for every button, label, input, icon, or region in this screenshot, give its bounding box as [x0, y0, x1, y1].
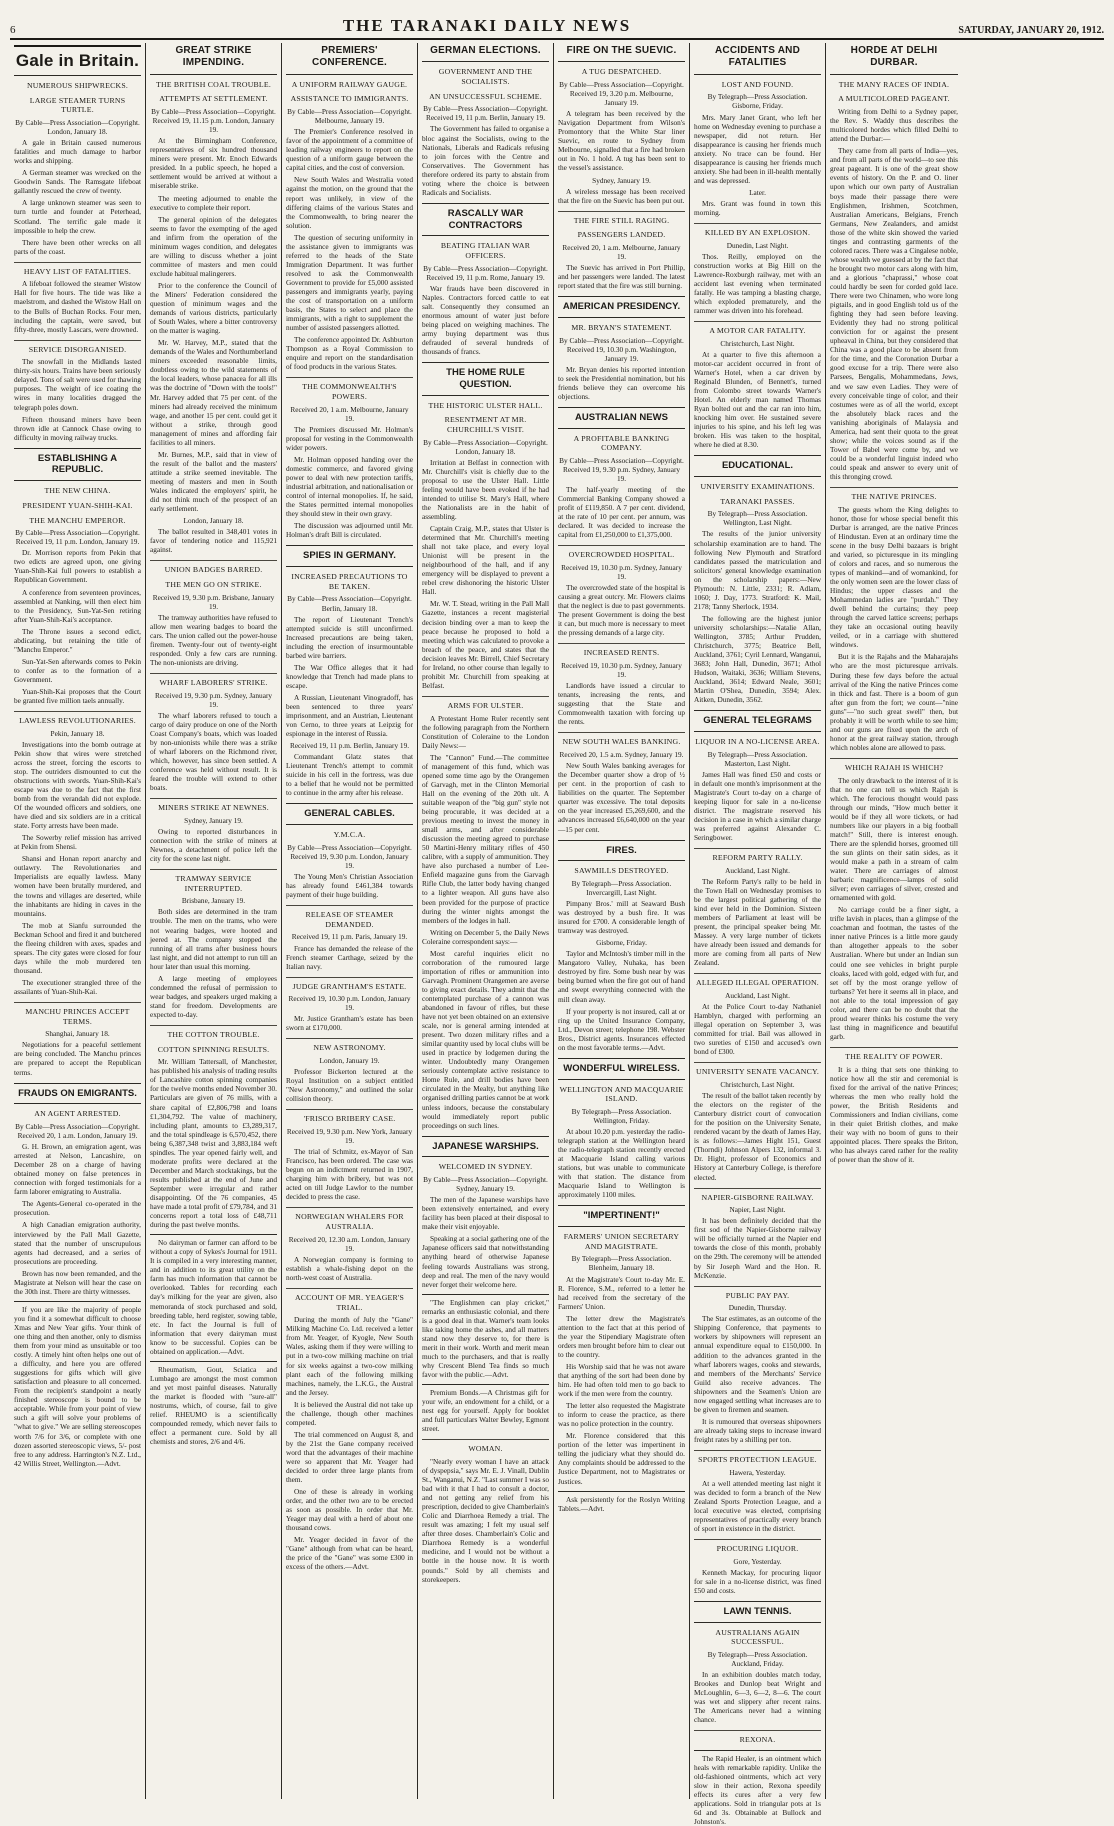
column-heading: GERMAN ELECTIONS.: [422, 45, 549, 62]
article-paragraph: A conference from seventeen provinces, assembled at Nanking, will then elect him to the Presidency, Sun-Yat-Sen retiring after Yuan-Shih-Kai's acceptance.: [14, 587, 141, 624]
column-5: [554, 43, 690, 1799]
article-paragraph: "Nearly every woman I have an attack of dyspepsia," says Mr. E. J. Vinall, Dublin St., Wanganui, N.Z. "Last summer I was so bad with it that I had to consult a doctor, and not getting any relief from his prescription, decided to give Chamberlain's Colic and Diarrhoea Remedy a trial. The result was amazing; I felt my usual self after three doses. Chamberlain's Colic and Diarrhoea Remedy is a wonderful medicine, and I would not be without a bottle in the house now. It is worth pounds." Sold by all chemists and storekeepers.: [422, 1456, 549, 1584]
sub-heading: PRESIDENT YUAN-SHIH-KAI.: [22, 500, 133, 510]
issue-date: SATURDAY, JANUARY 20, 1912.: [958, 25, 1104, 36]
article-paragraph: A Protestant Home Ruler recently sent the following paragraph from the Northern Constitution of Coleraine to the London Daily News:—: [422, 713, 549, 750]
article-paragraph: Commandant Glatz states that Lieutenant Trench's attempt to commit suicide in his cell in the fortress, was due to a belief that he would not be permitted to continue in the army after his release.: [286, 752, 413, 798]
article-paragraph: Irritation at Belfast in connection with Mr. Churchill's visit is chiefly due to the proposal to use the Ulster Hall. Little feeling would have been evoked if he had intended to utilise St. Mary's Hall, where the Nationalists are in the habit of assembling.: [422, 457, 549, 522]
dateline: Dunedin, Thursday.: [728, 1303, 787, 1313]
sub-heading: ARMS FOR ULSTER.: [422, 696, 549, 711]
sub-heading: NUMEROUS SHIPWRECKS.: [26, 81, 129, 91]
section-heading: RASCALLY WAR CONTRACTORS: [422, 203, 549, 237]
article-paragraph: Prior to the conference the Council of the Miners' Federation considered the question of minimum wages and the demands of various districts, particularly of South Wales, where a bitter controversy on the matter is waging.: [150, 280, 277, 336]
dateline: By Cable—Press Association—Copyright. London, January 18.: [423, 437, 548, 456]
article-paragraph: Taylor and McIntosh's timber mill in the Mangatoro Valley, Nuhaka, has been destroyed by fire. Some bush near by was being burned when the fire got out of hand and swept everything connected with the mill clean away.: [558, 949, 685, 1004]
article-paragraph: The Sowerby relief mission has arrived at Pekin from Shensi.: [14, 833, 141, 852]
column-heading: FIRE ON THE SUEVIC.: [558, 45, 685, 62]
sub-heading: LAWLESS REVOLUTIONARIES.: [14, 711, 141, 726]
sub-heading: THE BRITISH COAL TROUBLE.: [155, 79, 272, 89]
article-paragraph: A Russian, Lieutenant Vinogradoff, has been sentenced to three years' imprisonment, and an Austrian, Lieutenant von Cerno, to three years at Leipzig for espionage in the interest of Russia.: [286, 692, 413, 739]
article-paragraph: Mr. Florence considered that this portion of the letter was impertinent in telling the judiciary what they should do. Any complaints should be addressed to the Justice Department, not to Magistrates or Justices.: [558, 1431, 685, 1486]
article-paragraph: At the Birmingham Conference, representatives of six hundred thousand miners were present. Mr. Enoch Edwards presided. In a public speech, he hoped a settlement would be arrived at without a miserable strike.: [150, 136, 277, 191]
article-paragraph: The wharf laborers refused to touch a cargo of dairy produce on one of the North Coast Company's boats, which was loaded by non-unionists while there was a strike of wharf laborers on the Richmond river, which, however, has since been settled. A conference was held without result. It is feared the trouble will extend to other boats.: [150, 710, 277, 793]
sub-heading: A TUG DESPATCHED.: [581, 67, 662, 77]
column-heading: ACCIDENTS AND FATALITIES: [694, 45, 821, 75]
sub-heading: AN AGENT ARRESTED.: [34, 1109, 121, 1119]
article-paragraph: The trial commenced on August 8, and by the 21st the Gane company received word that the advantages of their machine were so apparent that Mr. Yeager had decided to order three large plants from them.: [286, 1429, 413, 1485]
sub-heading: NAPIER-GISBORNE RAILWAY.: [694, 1188, 821, 1203]
masthead: [10, 6, 1104, 40]
article-paragraph: The only drawback to the interest of it is that no one can tell us which Rajah is which. The ferocious thought would pass through our minds, "How much better it would be if they all wore tickets, or had numbers like our players in a big football match!" Still, there is interest enough. There are the splendid horses, groomed till the sun glints on their satin sides, as it would make a path in a stream of calm water. There are carriages of almost barbaric magnificence—lamps of solid silver; even carriages of silver, crested and ornamented with gold.: [830, 775, 958, 903]
advertisement: Premium Bonds.—A Christmas gift for your wife, an endowment for a child, or a nest egg for yourself. Apply for booklet and full particulars Walter Bewley, Egmont street.: [422, 1384, 549, 1433]
section-heading: WONDERFUL WIRELESS.: [558, 1058, 685, 1080]
sub-heading: MR. BRYAN'S STATEMENT.: [571, 322, 672, 332]
column-heading: Gale in Britain.: [14, 45, 141, 76]
article-paragraph: War frauds have been discovered in Naples. Contractors forced cattle to eat salt. Consequently they consumed an enormous amount of water just before being placed on weighing machines. The army buying department was thus defrauded of several hundreds of thousands of francs.: [422, 283, 549, 357]
section-heading: GENERAL CABLES.: [286, 803, 413, 825]
dateline: Later.: [749, 187, 766, 197]
article-paragraph: Mr. Yeager decided in favor of the "Gane" although from what can be heard, the price of the "Gane" was some £300 in excess of the others.—Advt.: [286, 1535, 413, 1572]
article-paragraph: Owing to reported disturbances in connection with the strike of miners at Newnes, a detachment of police left the city for the scene last night.: [150, 826, 277, 863]
article-paragraph: Mr. Burnes, M.P., said that in view of the result of the ballot and the masters' attitude a strike seemed inevitable. The meeting of masters and men in South Wales indicated the employers' spirit, he did not think much of the prospect of an early settlement.: [150, 449, 277, 514]
dateline: Pekin, January 18.: [50, 728, 105, 738]
article-paragraph: Mr. W. T. Stead, writing in the Pall Mall Gazette, instances a recent magisterial decision binding over a man to keep the peace because he proposed to hold a meeting which was calculated to provoke a breach of the peace, and states that the decision leaves Mr. Birrell, Chief Secretary for Ireland, no other course than legally to prohibit Mr. Churchill from speaking at Belfast.: [422, 599, 549, 690]
dateline: Received 20, 1.5 a.m. Sydney, January 19.: [559, 750, 684, 760]
article-paragraph: The "Cannon" Fund.—The committee of management of this fund, which was opened some time ago by the Orangemen of Garvagh, met in the Clinton Memorial Hall on the evening of the 20th ult. A suitable weapon of the "big gun" style not being procurable, it was decided at a previous meeting to invest the money in small arms, and after considerable discussion the meeting agreed to purchase 50 Martini-Henry military rifles of 450 calibre, with a supply of ammunition. They have also purchased a number of Lee-Enfield magazine guns from the Garvagh Rifle Club, the latter body having changed to a lighter weapon. All guns have also been provided for the purpose of practice during the winter nights amongst the members of the lodges in hall.: [422, 752, 549, 925]
dateline: By Cable—Press Association—Copyright. Received 19, 9.30 p.m. London, January 19.: [287, 842, 412, 870]
article-paragraph: New South Wales banking averages for the December quarter show a drop of ½ per cent. in the proportion of cash to liabilities on the quarter. The September quarter was excessive. The total deposits on the year increased £5,269,600, and the advances increased £6,640,000 on the year—15 per cent.: [558, 761, 685, 834]
dateline: By Cable—Press Association—Copyright. Sydney, January 19.: [423, 1175, 548, 1194]
sub-heading: MINERS STRIKE AT NEWNES.: [150, 798, 277, 813]
sub-heading: UNION BADGES BARRED.: [150, 560, 277, 575]
dateline: Hawera, Yesterday.: [729, 1467, 786, 1477]
article-paragraph: France has demanded the release of the French steamer Carthage, seized by the Italian navy.: [286, 943, 413, 971]
article-paragraph: A telegram has been received by the Navigation Department from Wilson's Promontory that the White Star liner Suevic, en route to Sydney from Melbourne, signalled that a fire had broken out in No. 1 hold. A tug has been sent to the vessel's assistance.: [558, 109, 685, 173]
article-paragraph: The letter also requested the Magistrate to inform to cease the practice, as there was no police protection in the country.: [558, 1401, 685, 1429]
sub-heading: BEATING ITALIAN WAR OFFICERS.: [440, 241, 531, 261]
article-paragraph: A German steamer was wrecked on the Goodwin Sands. The Ramsgate lifeboat gallantly rescued the crew of twenty.: [14, 168, 141, 196]
article-paragraph: The Government has failed to organise a bloc against the Socialists, owing to the Nationals, Liberals and Radicals refusing to join forces with the Centre and Conservatives. The Government has therefore ordered its party to abstain from voting where the choice is between Radicals and Socialists.: [422, 124, 549, 197]
column-3: [282, 43, 418, 1799]
page-number: 6: [10, 24, 16, 36]
sub-heading: PASSENGERS LANDED.: [577, 230, 666, 240]
section-heading: SPIES IN GERMANY.: [286, 545, 413, 567]
article-paragraph: Mr. W. Harvey, M.P., stated that the demands of the Wales and Northumberland miners exceeded reasonable limits, doubtless owing to the wild statements of the local leaders, whose panacea for all ills was the doctrine of "Down with the tools!" Mr. Harvey added that 75 per cent. of the miners had already received the minimum wage, and another 15 per cent. could get it without a strike, through good management of mines and affording fair facilities to all miners.: [150, 338, 277, 447]
dateline: Received 20, 1 a.m. Melbourne, January 19.: [562, 242, 681, 262]
dateline: By Telegraph—Press Association. Masterton, Last Night.: [707, 749, 808, 768]
sub-heading: GOVERNMENT AND THE SOCIALISTS.: [438, 67, 533, 87]
sub-heading: THE MANY RACES OF INDIA.: [838, 79, 950, 89]
sub-heading: SERVICE DISORGANISED.: [14, 340, 141, 355]
article-paragraph: Mrs. Grant was found in town this morning.: [694, 198, 821, 217]
article-paragraph: Negotiations for a peaceful settlement are being concluded. The Manchu princes are prepared to accept the Republican terms.: [14, 1040, 141, 1077]
dateline: By Cable—Press Association—Copyright. Received 19, 11 p.m. Rome, January 19.: [423, 263, 548, 282]
sub-heading: NEW SOUTH WALES BANKING.: [558, 732, 685, 747]
sub-heading: RESENTMENT AT MR. CHURCHILL'S VISIT.: [444, 415, 527, 434]
section-heading: LAWN TENNIS.: [694, 1601, 821, 1623]
article-paragraph: A high Canadian emigration authority, interviewed by the Pall Mall Gazette, stated that the number of unscrupulous agents had decreased, and a series of prosecutions are proceeding.: [14, 1220, 141, 1266]
article-paragraph: If your property is not insured, call at or ring up the United Insurance Company, Ltd., Devon street; telephone 198. Webster Bros., District agents. Insurances effected on the most favorable terms.—Advt.: [558, 1006, 685, 1052]
dateline: By Telegraph—Press Association. Blenheim, January 18.: [571, 1254, 672, 1273]
sub-heading: A MULTICOLORED PAGEANT.: [838, 94, 950, 104]
article-paragraph: No carriage could be a finer sight, a trifle lavish in places, than a glimpse of the coachman and footman, the tastes of the inner native Princes is a little more gaudy than altogether appeals to the sober Australian. Where but under an Indian sun could one see vehicles in bright purple cloaks, laced with gold, edged with fur, and set off by the most orange yellow of turbans? Yet here it seems all in place, and not able to the total impression of gay color, and there can be no doubt that the proud wearer thinks his costume the very last thing in magnificence and beautiful garb.: [830, 905, 958, 1041]
section-heading: "IMPERTINENT!": [558, 1205, 685, 1227]
dateline: Gore, Yesterday.: [733, 1556, 782, 1566]
column-heading: GREAT STRIKE IMPENDING.: [150, 45, 277, 75]
sub-heading: ACCOUNT OF MR. YEAGER'S TRIAL.: [286, 1288, 413, 1312]
article-paragraph: Brown has now been remanded, and the Magistrate at Nelson will hear the case on the 30th inst. There are thirty witnesses.: [14, 1268, 141, 1296]
sub-heading: LOST AND FOUND.: [721, 79, 794, 89]
dateline: Received 19, 11 p.m. Berlin, January 19.: [289, 741, 410, 751]
article-paragraph: The Suevic has arrived in Port Phillip, and her passengers were landed. The latest report stated that the fire was still burning.: [558, 263, 685, 291]
article-paragraph: The executioner strangled three of the assailants of Yuan-Shih-Kai.: [14, 977, 141, 996]
column-7: [826, 43, 962, 1799]
article-paragraph: The letter drew the Magistrate's attention to the fact that at this period of the year the Stipendiary Magistrate often orders men brought before him to clear out to the country.: [558, 1313, 685, 1359]
dateline: London, January 19.: [319, 1056, 380, 1066]
dateline: By Telegraph—Press Association. Auckland, Friday.: [707, 1649, 808, 1668]
article-paragraph: They came from all parts of India—yes, and from all parts of the world—to see this great pageant. It is one of the great show events of history. On the P. and O. liner upon which our own party of Australian boys made their passage there were Englishmen, Irishmen, Scotchmen, Australian Americans, Belgians, French Germans, New Zealanders, and amidst those of the white skin showed the varied tinges and contrasting garments of the colored races. There was a Cingalese noble, whose wealth we guessed at by the fact that he brought two motor cars along with him, and a glorious "chaprassi," whose coat could hardly be seen for corded gold lace. There were two Chinamen, who wore long pigtails, and in good English told us of the fighting they had seen before leaving. Evidently they had no strong political conviction for or against the present upheaval in China, but they considered that China was a good place to be absent from for the time, and the Coronation Durbar a good excuse for a trip. There were also Parsees, Bengalis, Mohammedans, Jews, and we saw even Ladies. They were of every conceivable tinge of color, and their costumes were as of all the world, except the absolutely black races and the vanishing aboriginals of Malaysia and America, had sent their quota to the great show; while the voices sound as if the Tower of Babel were come by, and we could be a wonderful linguist indeed who could speak and answer to every unit of this thronging crowd.: [830, 146, 958, 481]
article-paragraph: Captain Craig, M.P., states that Ulster is determined that Mr. Churchill's meeting shall not take place, and every loyal Unionist will be present in the neighbourhood of the hall, and if any emergency will be displayed to prevent a rebel crew dishonoring the historic Ulster Hall.: [422, 524, 549, 597]
article-paragraph: Sun-Yat-Sen afterwards comes to Pekin to confer as to the formation of a Government.: [14, 656, 141, 684]
article-paragraph: The War Office alleges that it had knowledge that Trench had made plans to escape.: [286, 662, 413, 690]
sub-heading: PUBLIC PAY PAY.: [694, 1286, 821, 1301]
sub-heading: PROCURING LIQUOR.: [694, 1539, 821, 1554]
dateline: By Cable—Press Association—Copyright. Received 19, 11 p.m. London, January 19.: [15, 528, 140, 547]
dateline: Auckland, Last Night.: [725, 991, 790, 1001]
sub-heading: LIQUOR IN A NO-LICENSE AREA.: [695, 737, 820, 747]
dateline: Received 19, 9.30 p.m. Sydney, January 19.: [154, 690, 273, 709]
dateline: By Telegraph—Press Association. Wellington, Friday.: [571, 1106, 672, 1125]
section-heading: AUSTRALIAN NEWS: [558, 407, 685, 429]
article-paragraph: At a well attended meeting last night it was decided to form a branch of the New Zealand Sports Protection League, and a local executive was elected, comprising representatives of practically every branch of sport in existence in the district.: [694, 1478, 821, 1533]
dateline: Christchurch, Last Night.: [720, 338, 795, 348]
article-paragraph: G. H. Brown, an emigration agent, was arrested at Nelson, Lancashire, on December 28 on a charge of having obtained money on false pretences in connection with forged testimonials for a farm laborer emigrating to Australia.: [14, 1142, 141, 1197]
column-heading: HORDE AT DELHI DURBAR.: [830, 45, 958, 75]
dateline: By Cable—Press Association—Copyright. Melbourne, January 19.: [287, 107, 412, 126]
advertisement: "The Englishmen can play cricket," remarks an enthusiastic colonial, and there is a good deal in that. Warner's team looks like taking home the ashes, and all matters stand now they deserve to, for there is merit in their work. Worth and merit mean much to the purchasers, and that is really why Crescent Blend Tea finds so much favor with the public.—Advt.: [422, 1294, 549, 1379]
column-6: [690, 43, 826, 1826]
sub-heading: WELLINGTON AND MACQUARIE ISLAND.: [559, 1084, 684, 1104]
sub-heading: AUSTRALIANS AGAIN SUCCESSFUL.: [715, 1627, 800, 1647]
dateline: By Cable—Press Association—Copyright. London, January 18.: [15, 118, 140, 137]
section-heading: FIRES.: [558, 840, 685, 862]
sub-heading: A PROFITABLE BANKING COMPANY.: [573, 433, 670, 453]
article-paragraph: A large meeting of employees condemned the refusal of permission to wear badges, and speakers urged making a stand for freedom. Developments are expected to-day.: [150, 973, 277, 1019]
article-paragraph: The meeting adjourned to enable the executive to complete their report.: [150, 193, 277, 212]
dateline: Dunedin, Last Night.: [726, 240, 789, 250]
article-paragraph: The tramway authorities have refused to allow men wearing badges to board the cars. The union called out the power-house firemen. Twenty-four out of twenty-eight responded. Only a few cars are running. The non-unionists are driving.: [150, 612, 277, 667]
dateline: By Cable—Press Association—Copyright. Received 19, 11 p.m. Berlin, January 19.: [423, 104, 548, 123]
article-paragraph: Professor Bickerton lectured at the Royal Institution on a subject entitled "New Astronomy," and outlined the solar collision theory.: [286, 1067, 413, 1104]
sub-heading: THE NEW CHINA.: [44, 486, 111, 496]
sub-heading: REXONA.: [694, 1730, 821, 1745]
article-paragraph: The Agents-General co-operated in the prosecution.: [14, 1199, 141, 1218]
article-paragraph: The question of securing uniformity in the assistance given to immigrants was referred to the heads of the State Immigration Department. It was further resolved to ask the Commonwealth Government to provide for £5,000 assisted passengers and immigrants yearly, paying the cost of transportation on a uniform basis, the States to select and place the immigrants, with a right to supplement the number of assisted passengers allotted.: [286, 232, 413, 333]
sub-heading: ALLEGED ILLEGAL OPERATION.: [694, 973, 821, 988]
article-paragraph: A large unknown steamer was seen to turn turtle and founder at Peterhead, Scotland. The terrific gale made it impossible to help the crew.: [14, 198, 141, 235]
sub-heading: COTTON SPINNING RESULTS.: [157, 1044, 270, 1054]
article-paragraph: It has been definitely decided that the first sod of the Napier-Gisborne railway will be officially turned at the Napier end towards the close of this month, probably on the 29th. The ceremony will be attended by Sir Joseph Ward and the Hon. R. McKenzie.: [694, 1216, 821, 1280]
sub-heading: THE MEN GO ON STRIKE.: [165, 579, 262, 589]
article-paragraph: Pimpany Bros.' mill at Seaward Bush was destroyed by a bush fire. It was insured for £700. A considerable length of tramway was destroyed.: [558, 899, 685, 936]
sub-heading: INCREASED PRECAUTIONS TO BE TAKEN.: [291, 572, 408, 591]
article-paragraph: The overcrowded state of the hospital is causing a great outcry. Mr. Flowers claims that the neglect is due to past governments. The present Government is doing the best it can, but much more is necessary to meet the pressing demands of a large city.: [558, 583, 685, 638]
sub-heading: FARMERS' UNION SECRETARY AND MAGISTRATE.: [563, 1232, 680, 1251]
sub-heading: WHARF LABORERS' STRIKE.: [150, 673, 277, 688]
article-paragraph: Investigations into the bomb outrage at Pekin show that wires were stretched across the street, forcing the escorts to stop. The outriders dismounted to cut the obstructions with swords. Yuan-Shih-Kai's escape was due to the fact that the first bomb from the verandah did not explode. Of the wounded officers and soldiers, one have died and six soldiers are in a critical state. Forty arrests have been made.: [14, 739, 141, 831]
article-paragraph: At about 10.20 p.m. yesterday the radio-telegraph station at the Wellington heard the radio-telegraph station recently erected at Macquarie Island calling various stations, but was unable to communicate with that station. The distance from Macquarie Island to Wellington is approximately 1100 miles.: [558, 1126, 685, 1200]
article-paragraph: The ballot resulted in 348,401 votes in favor of tendering notice and 115,921 against.: [150, 527, 277, 555]
sub-heading: INCREASED RENTS.: [558, 643, 685, 658]
dateline: By Cable—Press Association—Copyright. Received 19, 9.30 p.m. Sydney, January 19.: [559, 456, 684, 484]
article-paragraph: Kenneth Mackay, for procuring liquor for sale in a no-license district, was fined £50 and costs.: [694, 1567, 821, 1595]
article-paragraph: The Star estimates, as an outcome of the Shipping Conference, that payments to workers by shipowners will represent an annual expenditure equal to £150,000. In addition to the advances granted in the wharf laborers wages, cooks and stewards, and members of the Merchants' Service Guild also receive advances. The shipowners and the Seamen's Union are now engaged settling what increases are to be given to firemen and seamen.: [694, 1314, 821, 1414]
section-heading: THE HOME RULE QUESTION.: [422, 362, 549, 396]
dateline: By Cable—Press Association—Copyright. Berlin, January 18.: [287, 594, 412, 613]
article-paragraph: It is a thing that sets one thinking to notice how all the stir and ceremonial is fixed for the arrival of the native Princes; whereas the men who really hold the power, the British Residents and Commissioners and Indian civilians, come in their quiet British clothes, and make their way with no boom of guns to their appointed places. There speaks the Briton, who has always cared rather for the reality of power than the show of it.: [830, 1064, 958, 1165]
sub-heading: AN UNSUCCESSFUL SCHEME.: [429, 91, 542, 101]
dateline: Shanghai, January 18.: [45, 1029, 110, 1039]
sub-heading: THE COTTON TROUBLE.: [150, 1025, 277, 1040]
sub-heading: THE REALITY OF POWER.: [830, 1047, 958, 1062]
sub-heading: TARANAKI PASSES.: [720, 496, 795, 506]
article-paragraph: Yuan-Shih-Kai proposes that the Court be granted five million taels annually.: [14, 686, 141, 706]
sub-heading: RELEASE OF STEAMER DEMANDED.: [286, 905, 413, 929]
dateline: London, January 18.: [183, 516, 244, 526]
advertisement: No dairyman or farmer can afford to be without a copy of Sykes's Journal for 1911. It is compiled in a very interesting manner, and in addition to its great utility on the farm has much information that cannot be overlooked. Tables for recording each day's milking for the year are given, also memoranda of stock purchased and sold, breeding table, herd register, sowing table, etc. In fact the Journal is full of information that every dairyman must know to be successful. Copies can be obtained on application.—Advt.: [150, 1234, 277, 1356]
sub-heading: THE HISTORIC ULSTER HALL.: [428, 400, 543, 410]
sub-heading: WELCOMED IN SYDNEY.: [438, 1162, 533, 1172]
sub-heading: ASSISTANCE TO IMMIGRANTS.: [290, 94, 409, 104]
section-heading: JAPANESE WARSHIPS.: [422, 1136, 549, 1158]
article-paragraph: Fifteen thousand miners have been thrown idle at Cannock Chase owing to difficulty in moving railway trucks.: [14, 414, 141, 442]
article-paragraph: At the Police Court to-day Nathaniel Hamblyn, charged with performing an illegal operation on September 3, was committed for trial. Bail was allowed in two sureties of £150 and accused's own bond of £300.: [694, 1002, 821, 1057]
article-paragraph: The Premier's Conference resolved in favor of the appointment of a committee of leading railway engineers to report on the question of a uniform gauge between the capital cities, and the cost of conversion.: [286, 127, 413, 173]
article-paragraph: Mr. William Tattersall, of Manchester, has published his analysis of trading results of Lancashire cotton spinning companies for the twelve months ended November 30. Particulars are given of 76 mills, with a share capital of £2,806,798 and loans £1,304,792. The value of machinery, including plant, amounts to £3,289,317, and the total spindleage is 6,570,452, there being 6,387,348 twist and 3,883,184 weft spindles. The year opened fairly well, and moderate profits were declared at the December and March stocktakings, but the results published at the end of June and September were irregular and rather disappointing. Of the 76 companies, 45 have made a total profit of £79,784, and 31 concerns report a total loss of £48,711 during the past twelve months.: [150, 1057, 277, 1230]
article-paragraph: A Norwegian company is forming to establish a whale-fishing depot on the north-west coast of Australia.: [286, 1254, 413, 1282]
dateline: By Cable—Press Association—Copyright. Received 19, 3.20 p.m. Melbourne, January 19.: [559, 80, 684, 108]
dateline: Received 20, 12.30 a.m. London, January 19.: [288, 1234, 411, 1253]
section-heading: ESTABLISHING A REPUBLIC.: [14, 448, 141, 482]
sub-heading: UNIVERSITY SENATE VACANCY.: [694, 1062, 821, 1077]
article-paragraph: Both sides are determined in the tram trouble. The men on the trams, who were not wearing badges, were hooted and jeered at. The company stopped the running of all trams after business hours last night, and did not attempt to run till an hour later than usual this morning.: [150, 907, 277, 971]
dateline: Napier, Last Night.: [729, 1205, 786, 1215]
column-container: [10, 43, 1104, 1826]
article-paragraph: It is believed the Austral did not take up the challenge, though other machines competed.: [286, 1399, 413, 1427]
section-heading: FRAUDS ON EMIGRANTS.: [14, 1083, 141, 1105]
article-paragraph: A gale in Britain caused numerous fatalities and much damage to harbor works and shipping.: [14, 138, 141, 166]
dateline: Received 19, 10.30 p.m. Sydney, January 19.: [561, 563, 682, 582]
sub-heading: REFORM PARTY RALLY.: [694, 848, 821, 863]
sub-heading: SAWMILLS DESTROYED.: [574, 866, 669, 876]
article-paragraph: Writing on December 5, the Daily News Coleraine correspondent says:—: [422, 927, 549, 946]
article-paragraph: The following are the highest junior university scholarships:—Natalie Allan, Wellington, 3785; Arthur Prudden, Christchurch, 3775; Beatrice Bell, Auckland, 3761; Cyril Lennard, Wanganui, 3683; John Hall, Dunedin, 3671; Athol Hudson, Waitaki, 3636; William Stevens, Auckland, 3614; Edward Neale, 3601; Martin O'Shea, Dunedin, 3594; Alex. Aitken, Dunedin, 3562.: [694, 613, 821, 705]
dateline: Received 19, 11 p.m. Paris, January 19.: [291, 932, 408, 942]
sub-heading: OVERCROWDED HOSPITAL.: [558, 545, 685, 560]
article-paragraph: Dr. Morrison reports from Pekin that two edicts are agreed upon, one giving Yuan-Shih-Kai full powers to establish a Republican Government.: [14, 548, 141, 585]
article-paragraph: The report of Lieutenant Trench's attempted suicide is still unconfirmed. Increased precautions are being taken, including the erection of insurmountable barbed wire barriers.: [286, 614, 413, 660]
newspaper-title: THE TARANAKI DAILY NEWS: [342, 16, 632, 35]
article-paragraph: Thos. Reilly, employed on the construction works at Big Hill on the Lawrence-Roxburgh railway, met with an accident last evening when terminated fatally. He was tamping a blasting charge, which exploded prematurely, and the rammer was driven into his forehead.: [694, 251, 821, 316]
sub-heading: UNIVERSITY EXAMINATIONS.: [700, 482, 815, 492]
article-paragraph: The result of the ballot taken recently by the electors on the register of the Canterbury district court of convocation for the position on the University Senate, rendered vacant by the death of James Hay, is as follows:—James Hight 151, Guest (Thorndi) Johnson Alpers 132, informal 3. Dr. Hight, professor of Economics and History at Canterbury College, is therefore elected.: [694, 1091, 821, 1182]
sub-heading: HEAVY LIST OF FATALITIES.: [14, 262, 141, 277]
dateline: By Telegraph—Press Association. Gisborne, Friday.: [707, 92, 808, 111]
dateline: Christchurch, Last Night.: [720, 1080, 795, 1090]
advertisement: The Rapid Healer, is an ointment which heals with remarkable rapidity. Unlike the old-fashioned ointments, which act very slow in their action, Rexona speedily effects its cures after a very few applications. Sold in triangular pots at 1s 6d and 3s. Obtainable at Bullock and Johnston's.: [694, 1750, 821, 1826]
dateline: Received 19, 10.30 p.m. Sydney, January 19.: [561, 661, 682, 680]
section-heading: GENERAL TELEGRAMS: [694, 710, 821, 732]
article-paragraph: There have been other wrecks on all parts of the coast.: [14, 237, 141, 256]
article-paragraph: The Throne issues a second edict, abdicating, but retaining the title of "Manchu Emperor.": [14, 626, 141, 654]
sub-heading: WOMAN.: [422, 1439, 549, 1454]
sub-heading: THE COMMONWEALTH'S POWERS.: [286, 377, 413, 401]
article-paragraph: A wireless message has been received that the fire on the Suevic has been put out.: [558, 186, 685, 205]
advertisement: Rheumatism, Gout, Sciatica and Lumbago are amongst the most common and yet most painful diseases. Naturally the market is flooded with "sure-all" nostrums, which, of course, fail to give relief. RHEUMO is a scientifically compounded remedy, which never fails to effect a permanent cure. Sold by all chemists and stores, 2/6 and 4/6.: [150, 1361, 277, 1446]
article-paragraph: At a quarter to five this afternoon a motor-car accident occurred in front of Warner's Hotel, when a car driven by Reginald Blunden, of Bennett's, turned from Colombo street towards Warner's Hotel. An elderly man named Thomas Ryan bolted out and the car ran into him, knocking him over. He sustained severe injuries to his spine, and his left leg was broken. His was taken to the hospital, where he died at 8.30.: [694, 349, 821, 450]
sub-heading: SPORTS PROTECTION LEAGUE.: [694, 1450, 821, 1465]
dateline: Received 19, 9.30 p.m. Brisbane, January 19.: [152, 592, 275, 611]
sub-heading: NEW ASTRONOMY.: [286, 1038, 413, 1053]
dateline: Auckland, Last Night.: [725, 865, 790, 875]
sub-heading: KILLED BY AN EXPLOSION.: [694, 223, 821, 238]
article-paragraph: Mr. Bryan denies his reported intention to seek the Presidential nomination, but his friends believe they can overcome his objections.: [558, 364, 685, 401]
sub-heading: NORWEGIAN WHALERS FOR AUSTRALIA.: [286, 1207, 413, 1231]
sub-heading: 'FRISCO BRIBERY CASE.: [286, 1109, 413, 1124]
article-paragraph: Shansi and Honan report anarchy and outlawry. The Revolutionaries and Imperialists are equally lawless. Many women have been brutally murdered, and the towns and villages are deserted, while the inhabitants are hiding in caves in the mountains.: [14, 854, 141, 918]
advertisement: If you are like the majority of people you find it a somewhat difficult to choose Xmas and New Year gifts. Your think of one thing and then another, only to dismiss them from your mind as unsuitable or too costly. A timely hint often helps one out of a difficulty, and here you are offered suggestions for gifts which will give satisfaction and pleasure to all concerned. From the recipient's standpoint a neatly finished stereoscope is bound to be acceptable. While from your point of view such a gift will solve your problems of "what to give." We are selling stereoscopes worth 7/6 for 3/6, or complete with one dozen assorted stereoscopic views, 5/- post free to any address. Harrington's N.Z. Ltd., 42 Willis Street, Wellington.—Advt.: [14, 1301, 141, 1468]
column-2: [146, 43, 282, 1799]
article-paragraph: Mr. Justice Grantham's estate has been sworn at £170,000.: [286, 1014, 413, 1033]
dateline: Brisbane, January 19.: [181, 896, 246, 906]
article-paragraph: At the Magistrate's Court to-day Mr. E. R. Florence, S.M., referred to a letter he had received from the secretary of the Farmers' Union.: [558, 1274, 685, 1311]
dateline: By Telegraph—Press Association. Wellington, Last Night.: [707, 509, 808, 528]
dateline: By Cable—Press Association—Copyright. Received 19, 11.15 p.m. London, January 19.: [151, 107, 276, 135]
sub-heading: MANCHU PRINCES ACCEPT TERMS.: [14, 1002, 141, 1026]
sub-heading: TRAMWAY SERVICE INTERRUPTED.: [150, 869, 277, 893]
sub-heading: THE FIRE STILL RAGING.: [558, 211, 685, 226]
article-paragraph: The trial of Schmitz, ex-Mayor of San Francisco, has been ordered. The case was begun on an indictment returned in 1907, charging him with bribery, but was not acted on till Judge Lawlor to the number decided to press the case.: [286, 1147, 413, 1202]
article-paragraph: Landlords have issued a circular to tenants, increasing the rents, and suggesting that the State and Commonwealth taxation with forcing up the rents.: [558, 681, 685, 727]
advertisement: Ask persistently for the Roslyn Writing Tablets.—Advt.: [558, 1491, 685, 1513]
dateline: Gisborne, Friday.: [596, 938, 647, 948]
dateline: By Telegraph—Press Association. Invercargill, Last Night.: [571, 878, 672, 898]
dateline: Received 19, 10.30 p.m. London, January 19.: [288, 994, 411, 1013]
article-paragraph: The snowfall in the Midlands lasted thirty-six hours. Trains have been seriously delayed. Tons of salt were used for thawing purposes. The weight of ice coating the wires in many localities dragged the telegraph poles down.: [14, 357, 142, 412]
sub-heading: THE MANCHU EMPEROR.: [29, 515, 126, 525]
article-paragraph: The guests whom the King delights to honor, those for whose special benefit this Durbar is arranged, are the native Princes of Hindustan. Even at an ordinary time the scene in the busy Delhi bazaars is bright and varied, so picturesque in its mingling of colors and races, and so numerous the types of mankind—and of womankind, for the only women seen are the lower class of Hindus; the upper classes and the Mohammedan ladies are "purdah." They dwell behind the curtains; they peep through the carved lattice screens; perhaps they take an occasional outing heavily veiled, or in a carriage with shuttered windows.: [830, 504, 958, 650]
column-4: [418, 43, 554, 1799]
sub-heading: ATTEMPTS AT SETTLEMENT.: [159, 94, 268, 104]
article-paragraph: The men of the Japanese warships have been extensively entertained, and every facility has been placed at their disposal to make their visit enjoyable.: [422, 1195, 549, 1232]
article-paragraph: The conference appointed Dr. Ashburton Thompson as a Royal Commission to enquire and report on the standardisation of food products in the various States.: [286, 335, 413, 372]
sub-heading: JUDGE GRANTHAM'S ESTATE.: [286, 977, 413, 992]
dateline: Received 19, 9.30 p.m. New York, January 19.: [286, 1127, 413, 1146]
dateline: By Cable—Press Association—Copyright. Received 19, 10.30 p.m. Washington, January 19.: [559, 335, 684, 363]
dateline: Received 20, 1 a.m. Melbourne, January 19.: [290, 404, 409, 423]
article-paragraph: The half-yearly meeting of the Commercial Banking Company showed a profit of £119,850. A 7 per cent. dividend, at the rate of 10 per cent. per annum, was declared. It was decided to increase the capital from £1,250,000 to £1,375,000.: [558, 485, 685, 540]
article-paragraph: New South Wales and Westralia voted against the motion, on the ground that the report was unlikely, in view of the differing claims of the various States and the Commonwealth, to bring nearer the solution.: [286, 175, 413, 230]
article-paragraph: The discussion was adjourned until Mr. Holman's draft Bill is circulated.: [286, 521, 413, 540]
article-paragraph: The Young Men's Christian Association has already found £461,384 towards payment of their huge building.: [286, 872, 413, 900]
article-paragraph: During the month of July the "Gane" Milking Machine Co. Ltd. received a letter from Mr. Yeager, of Kyogle, New South Wales, asking them if they were willing to put in a two-cow milking machine on trial for six weeks against a two-cow milking plant each of the following milking machines, namely, the L.K.G., the Austral and the Jersey.: [286, 1315, 413, 1397]
sub-heading: A MOTOR CAR FATALITY.: [694, 321, 821, 336]
article-paragraph: In an exhibition doubles match today, Brookes and Dunlop beat Wright and McLoughlin, 6—3, 6—2, 8—6. The court was wet and slippery after recent rains. The Americans never had a winning chance.: [694, 1669, 821, 1725]
sub-heading: WHICH RAJAH IS WHICH?: [830, 758, 958, 773]
column-heading: PREMIERS' CONFERENCE.: [286, 45, 413, 75]
article-paragraph: James Hall was fined £50 and costs or in default one month's imprisonment at the Magistrate's Court to-day on a charge of keeping liquor for sale in a no-license district. The magistrate reserved his decision in a case in which a similar charge was preferred against Alexander C. Seringbower.: [694, 769, 821, 843]
article-paragraph: One of these is already in working order, and the other two are to be erected as soon as possible. In order that Mr. Yeager may deal with a herd of about one thousand cows.: [286, 1487, 413, 1533]
dateline: Sydney, January 19.: [592, 175, 651, 185]
article-paragraph: The Premiers discussed Mr. Holman's proposal for vesting in the Commonwealth wider powers.: [286, 424, 413, 452]
article-paragraph: It is rumoured that overseas shipowners are already taking steps to increase inward freight rates by a shilling per ton.: [694, 1416, 821, 1444]
article-paragraph: The Reform Party's rally to be held in the Town Hall on Wednesday promises to be the largest political gathering of the kind ever held in the Dominion. Sixteen members of Parliament at least will be present, the principal speaker being Mr. Massey. A very large number of tickets have already been issued and demands for more are coming from all parts of New Zealand.: [694, 876, 821, 968]
article-paragraph: But it is the Rajahs and the Maharajahs who are the most picturesque arrivals. During these few days before the actual arrival of the King the native Princes come in thick and fast. There is a boom of gun after gun from the fort; we count—"nine guns"—"no such great swell" then, but probably it will be worth while to see him; and our guns are fixed upon the arch of honor at the great railway station, through which nobles alone are allowed to pass.: [830, 652, 958, 752]
sub-heading: THE NATIVE PRINCES.: [830, 487, 958, 502]
dateline: By Cable—Press Association—Copyright. Received 20, 1 a.m. London, January 19.: [15, 1122, 140, 1141]
article-paragraph: The results of the junior university scholarship examination are to hand. The following New Plymouth and Stratford candidates passed the matriculation and solicitors' general knowledge examination on the scholarship papers:—New Plymouth: N. Little, 2331; R. Adlam, 1060; J. Day, 1773. Stratford: K. Mail, 2178; Tanny Sherlock, 1934.: [694, 529, 821, 611]
article-paragraph: His Worship said that he was not aware that anything of the sort had been done by him. He had often told men to go back to work if the men were from the country.: [558, 1361, 685, 1399]
article-paragraph: Writing from Delhi to a Sydney paper, the Rev. S. Waddy thus describes the multicolored hordes which filled Delhi to attend the Durbar:—: [830, 107, 958, 144]
article-paragraph: Speaking at a social gathering one of the Japanese officers said that notwithstanding anything heard of otherwise Japanese feeling towards Australians was strong, deep and real. The men of the navy would never forget their welcome here.: [422, 1234, 549, 1289]
sub-heading: Y.M.C.A.: [333, 830, 366, 840]
article-paragraph: Most careful inquiries elicit no corroboration of the rumoured large importation of rifles or ammunition into Garvagh. Prominent Orangemen are averse to giving exact details. They admit that the contemplated purchase of a cannon was abandoned in favour of rifles, but these have not yet been obtained on an extensive scale, nor is general arming intended at present. Two dozen military rifles and a similar quantity used by local clubs will be used in practice by lodgemen during the winter. Undoubtedly many Orangemen seriously contemplate active resistance to Home Rule, and drill bodies have been circulated in the Mealty, but anything like organised drilling parties cannot be at work unless indoors, because the constabulary would immediately report public proceedings on such lines.: [422, 948, 549, 1130]
sub-heading: LARGE STEAMER TURNS TURTLE.: [29, 95, 126, 115]
section-heading: EDUCATIONAL.: [694, 455, 821, 477]
article-paragraph: A lifeboat followed the steamer Wistow Hall for five hours. The tide was like a maelstrom, and dashed the Wistow Hall on to the Bulls of Buchan Rocks. Four men, including the captain, were saved, but fifty-three, mostly Lascars, were drowned.: [14, 279, 141, 334]
dateline: Sydney, January 19.: [184, 815, 243, 825]
article-paragraph: The mob at Sianfu surrounded the Beckman School and fired it and butchered the fleeing children with axes, spades and spears. The city gates were closed for four days while the mob murdered ten thousand.: [14, 920, 141, 975]
section-heading: AMERICAN PRESIDENCY.: [558, 296, 685, 318]
column-1: [10, 43, 146, 1799]
article-paragraph: The general opinion of the delegates seems to favor the exempting of the aged and infirm from the operation of the minimum wages condition, and delegates are willing to discuss whether a joint committee of masters and men could exclude habitual malingerers.: [150, 214, 277, 278]
article-paragraph: Mr. Holman opposed handing over the domestic commerce, and favored giving power to deal with new protection tariffs, industrial arbitration, and nationalisation or control of internal monopolies. If, he said, the States permitted internal monopolies they should stew in their own gravy.: [286, 454, 413, 519]
article-paragraph: Mrs. Mary Janet Grant, who left her home on Wednesday evening to purchase a newspaper, did not return. Her disappearance is causing her friends much anxiety. No trace can be found. Her disappearance is causing her friends much anxiety. She had been in ill-health mentally and was depressed.: [694, 112, 821, 185]
sub-heading: A UNIFORM RAILWAY GAUGE.: [291, 79, 408, 89]
